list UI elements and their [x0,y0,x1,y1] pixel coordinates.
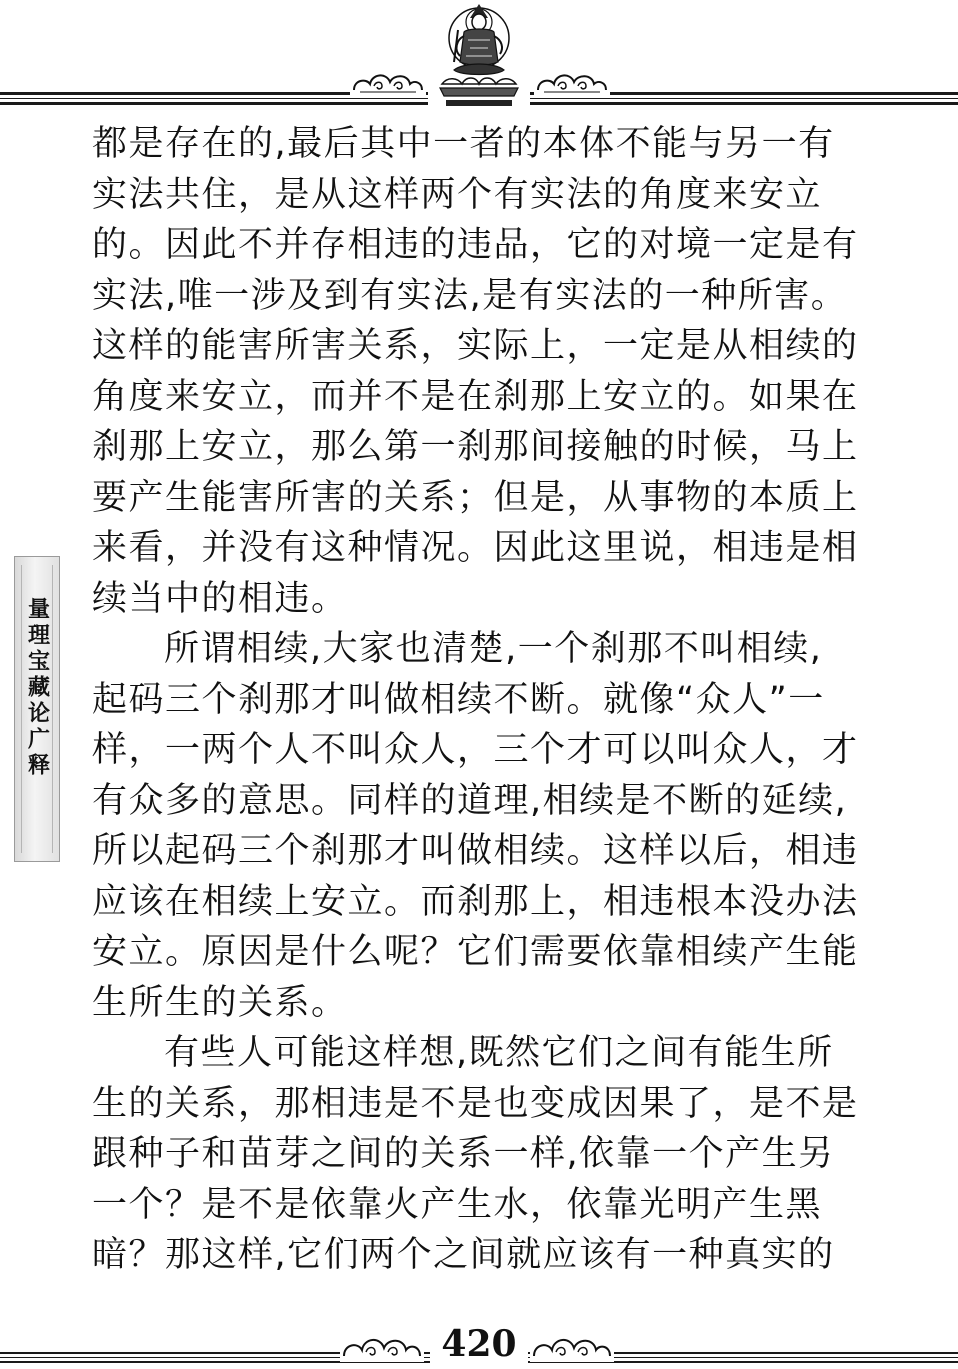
text-line: 暗？那这样,它们两个之间就应该有一种真实的 [92,1235,835,1275]
text-line: 应该在相续上安立。而刹那上，相违根本没办法 [92,881,859,922]
text-line: 安立。原因是什么呢？它们需要依靠相续产生能 [92,932,859,972]
cloud-scroll-icon [534,66,610,96]
text-line: 生的关系，那相违是不是也变成因果了，是不是 [92,1083,859,1124]
text-line: 的。因此不并存相违的违品，它的对境一定是有 [92,225,859,265]
side-tab [14,556,60,862]
text-line: 角度来安立，而并不是在刹那上安立的。如果在 [92,376,859,417]
text-line: 生所生的关系。 [92,982,348,1023]
text-line: 起码三个刹那才叫做相续不断。就像“众人”一 [92,679,825,720]
book-title: 量理宝藏论广释 [24,597,51,779]
text-line: 实法,唯一涉及到有实法,是有实法的一种所害。 [92,275,848,316]
page-number: 420 [430,1322,528,1366]
cloud-scroll-icon [530,1326,614,1362]
body-text [92,119,862,1281]
text-line: 刹那上安立，那么第一刹那间接触的时候，马上 [92,427,859,467]
paragraph [92,119,862,624]
text-line: 有些人可能这样想,既然它们之间有能生所 [164,1033,834,1073]
paragraph [92,624,862,1028]
cloud-scroll-icon [350,66,426,96]
text-line: 样，一两个人不叫众人，三个才可以叫众人，才 [92,730,859,770]
text-line: 要产生能害所害的关系；但是，从事物的本质上 [92,477,859,518]
text-line: 都是存在的,最后其中一者的本体不能与另一有 [92,124,835,164]
text-line: 来看，并没有这种情况。因此这里说，相违是相 [92,528,859,568]
deity-figure-icon [428,0,530,108]
paragraph [92,1028,862,1281]
text-line: 实法共住，是从这样两个有实法的角度来安立 [92,174,823,215]
text-line: 一个？是不是依靠火产生水，依靠光明产生黑 [92,1184,823,1225]
text-line: 所谓相续,大家也清楚,一个刹那不叫相续, [164,629,823,669]
cloud-scroll-icon [340,1326,424,1362]
text-line: 跟种子和苗芽之间的关系一样,依靠一个产生另 [92,1134,835,1174]
text-line: 所以起码三个刹那才叫做相续。这样以后，相违 [92,831,859,871]
text-line: 这样的能害所害关系，实际上，一定是从相续的 [92,326,859,366]
text-line: 续当中的相违。 [92,578,348,619]
text-line: 有众多的意思。同样的道理,相续是不断的延续, [92,780,848,821]
